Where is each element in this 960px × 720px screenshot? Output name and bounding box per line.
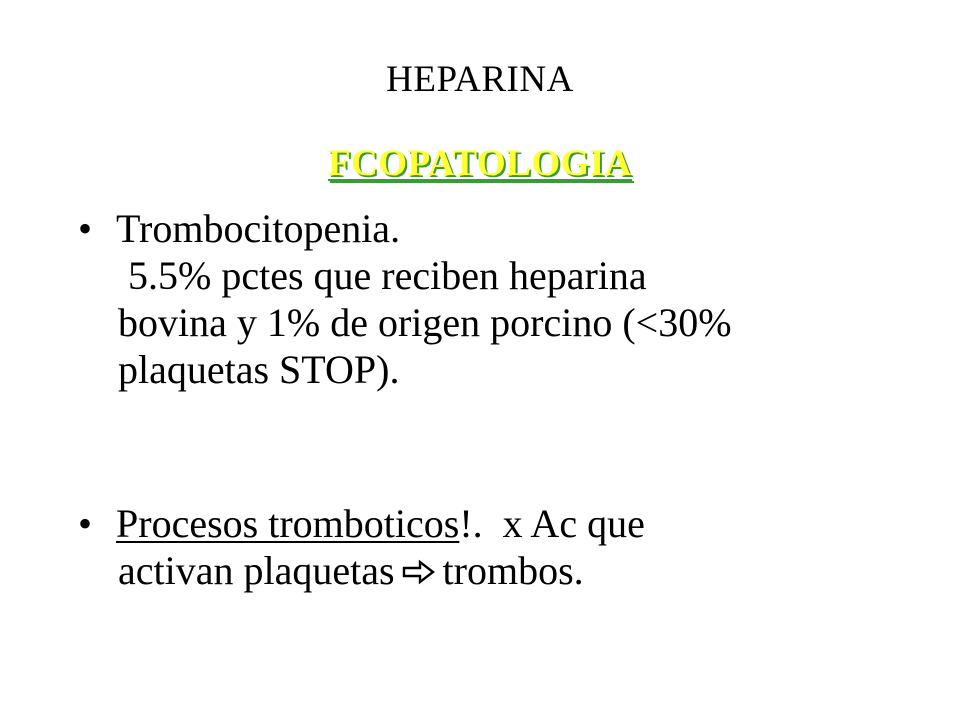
bullet-item-trombocitopenia [78,205,938,393]
slide-subtitle: FCOPATOLOGIA [327,143,633,184]
subtitle-container [0,142,960,186]
underlined-phrase: Procesos tromboticos [116,501,460,546]
bullet-detail-text: trombos. [442,548,584,593]
bullet-detail-line: bovina y 1% de origen porcino (<30% [118,300,732,345]
bullet-line [78,500,938,547]
bullet-text-continuation: !. x Ac que [459,501,645,546]
bullet-item-procesos-tromboticos [78,500,938,594]
bullet-text: Trombocitopenia. [116,206,401,251]
bullet-detail-text: activan plaquetas [118,548,395,593]
bullet-icon: • [78,206,93,251]
right-arrow-icon [401,548,437,574]
bullet-detail-line: 5.5% pctes que reciben heparina [118,253,647,298]
bullet-detail-line: plaquetas STOP). [118,347,400,392]
slide-title: HEPARINA [386,59,574,100]
bullet-detail-line [78,547,938,594]
bullet-icon: • [78,501,93,546]
bullet-text [116,500,645,547]
bullet-line [78,205,938,252]
